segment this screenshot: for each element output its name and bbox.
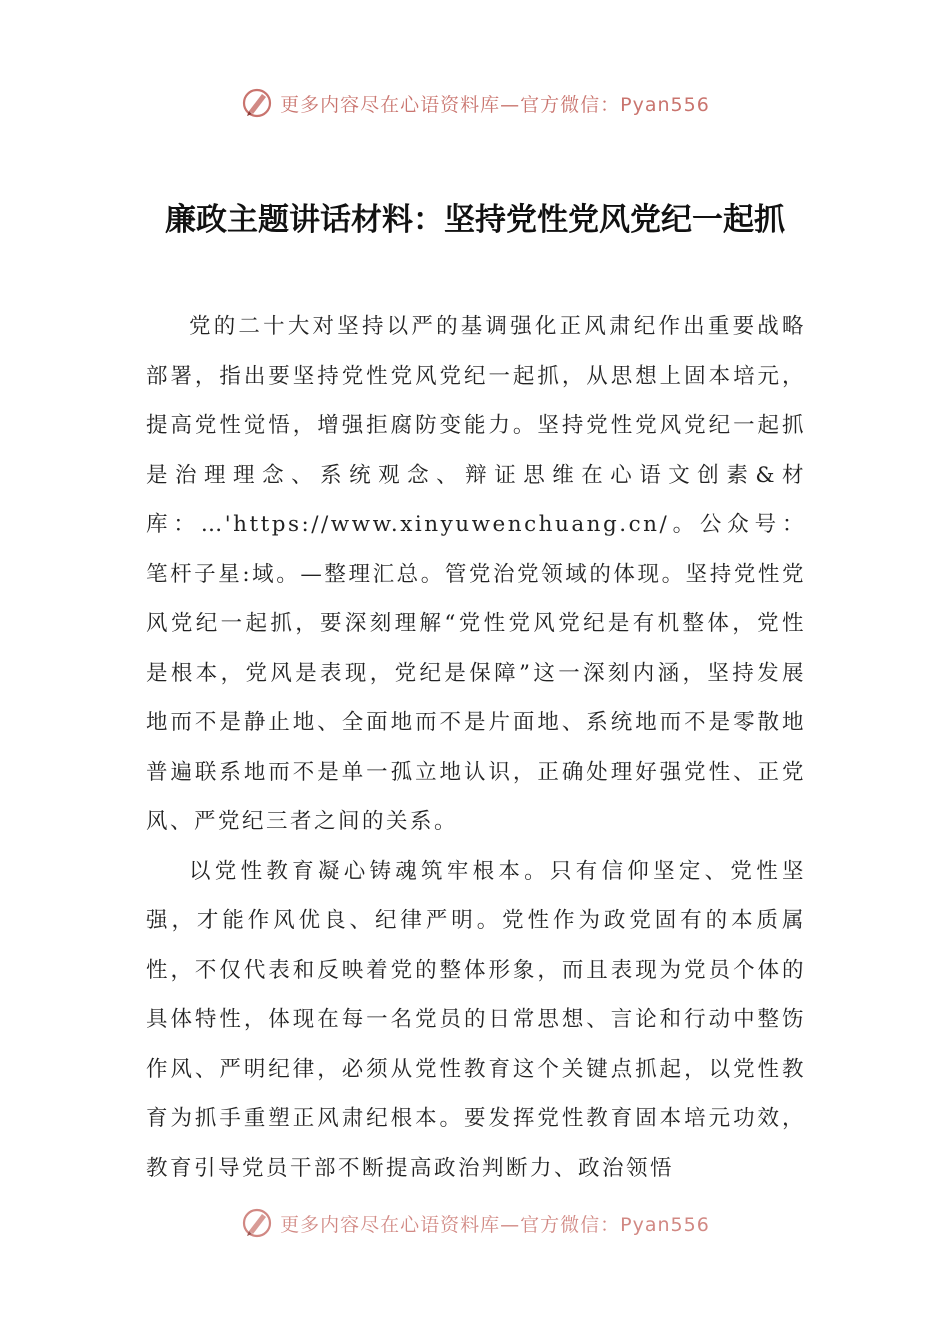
header-watermark-text: 更多内容尽在心语资料库—官方微信：Pyan556 (280, 93, 710, 116)
header-watermark (0, 86, 950, 120)
footer-watermark (0, 1206, 950, 1240)
document-body (146, 302, 806, 1193)
body-paragraph: 以党性教育凝心铸魂筑牢根本。只有信仰坚定、党性坚强，才能作风优良、纪律严明。党性作为政党固有的本质属性，不仅代表和反映着党的整体形象，而且表现为党员个体的具体特性，体现在每一名党员的日常思想、言论和行动中整饬作风、严明纪律，必须从党性教育这个关键点抓起，以党性教育为抓手重塑正风肃纪根本。要发挥党性教育固本培元功效，教育引导党员干部不断提高政治判断力、政治领悟 (146, 858, 806, 1181)
footer-watermark-text: 更多内容尽在心语资料库—官方微信：Pyan556 (280, 1213, 710, 1236)
document-title: 廉政主题讲话材料：坚持党性党风党纪一起抓 (165, 202, 785, 238)
pen-logo-icon (240, 1206, 274, 1240)
body-paragraph: 党的二十大对坚持以严的基调强化正风肃纪作出重要战略部署，指出要坚持党性党风党纪一起抓，从思想上固本培元，提高党性觉悟，增强拒腐防变能力。坚持党性党风党纪一起抓是治理理念、系统观念、辩证思维在心语文创素&材库：…'https://www.xinyuwenchuang.cn/。公众号：笔杆子星:域。—整理汇总。管党治党领域的体现。坚持党性党风党纪一起抓，要深刻理解“党性党风党纪是有机整体，党性是根本，党风是表现，党纪是保障”这一深刻内涵，坚持发展地而不是静止地、全面地而不是片面地、系统地而不是零散地普遍联系地而不是单一孤立地认识，正确处理好强党性、正党风、严党纪三者之间的关系。 (146, 314, 806, 834)
pen-logo-icon (240, 86, 274, 120)
